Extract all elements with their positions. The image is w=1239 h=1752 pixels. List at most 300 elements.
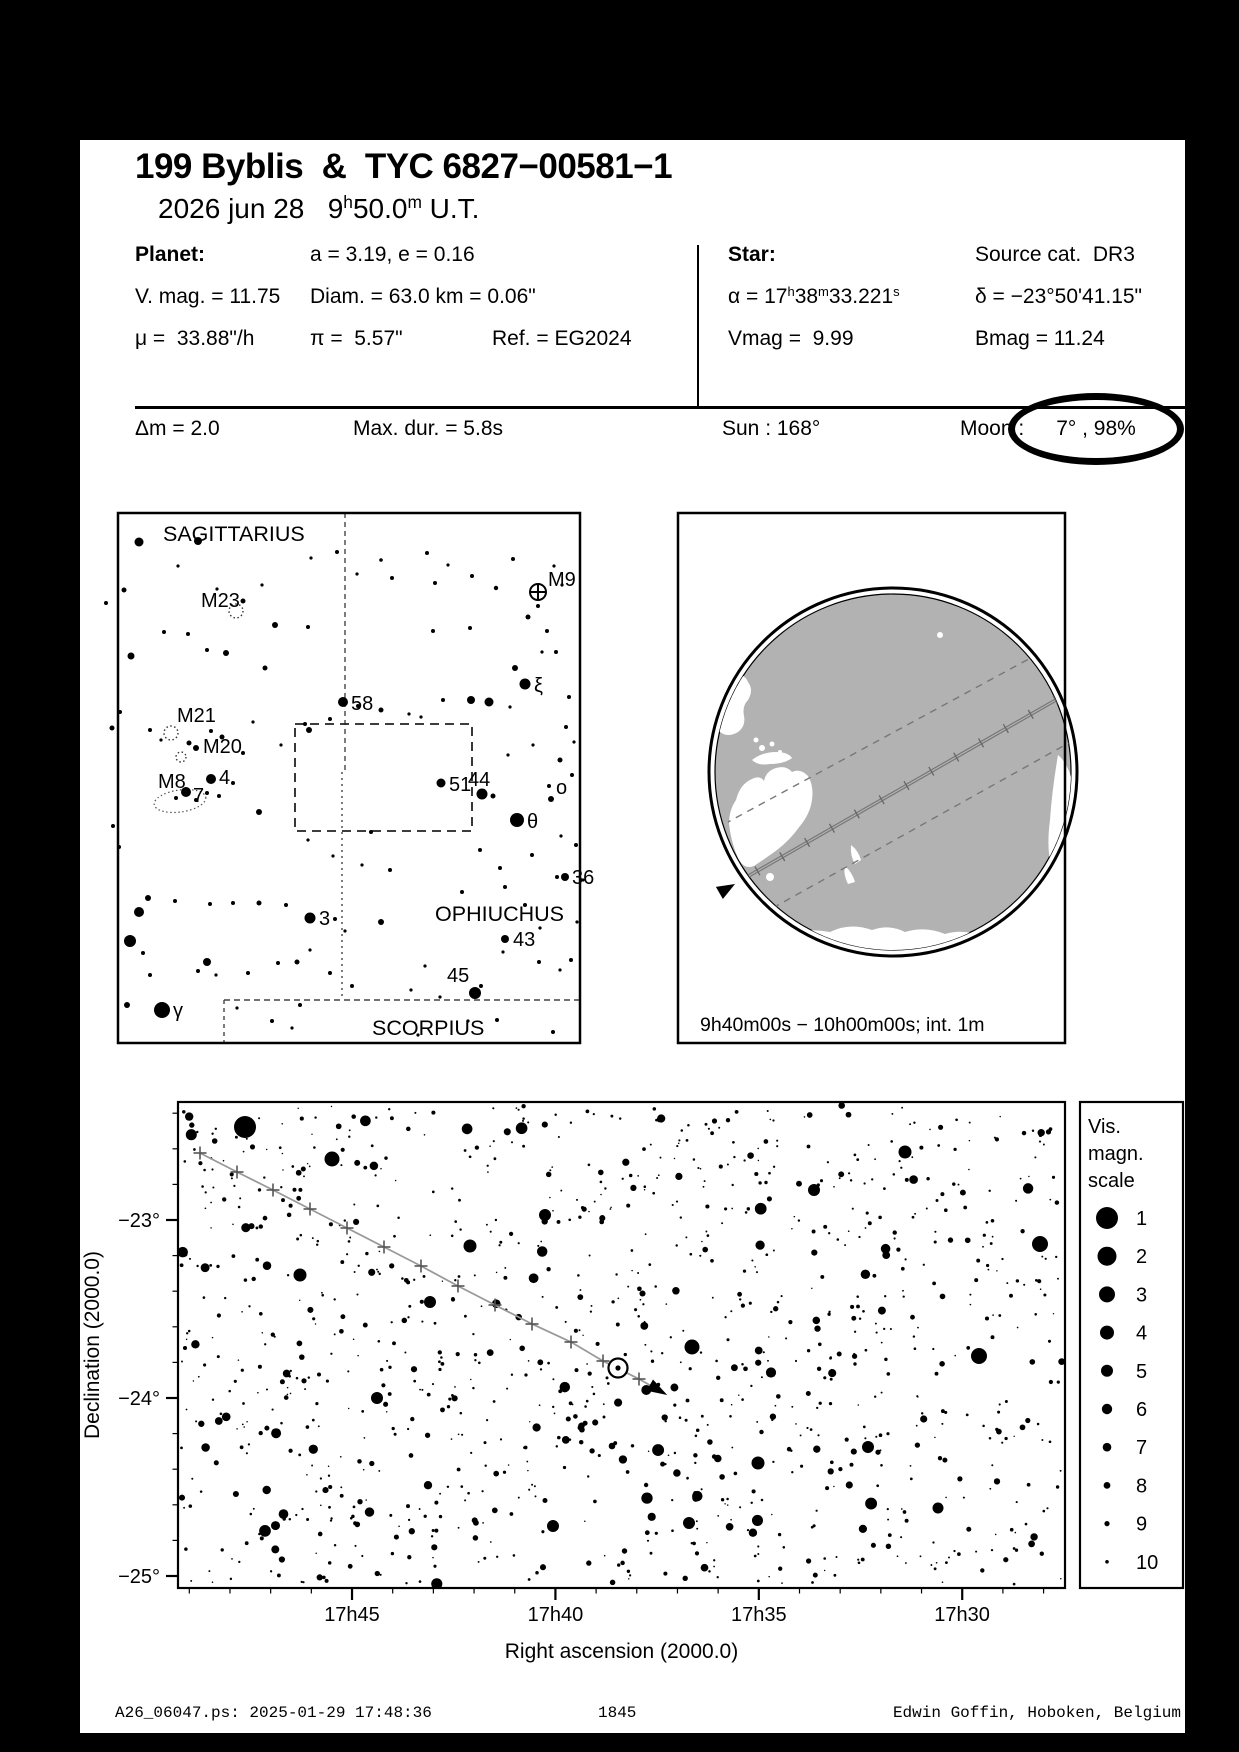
field-star <box>734 1472 738 1476</box>
field-star <box>356 1293 358 1295</box>
field-star <box>934 1437 936 1439</box>
field-star <box>754 1555 757 1558</box>
field-star <box>508 1464 510 1466</box>
field-star <box>376 1269 378 1271</box>
x-tick-label: 17h35 <box>730 1604 787 1626</box>
field-star <box>340 1486 342 1488</box>
field-star <box>563 1466 566 1469</box>
field-star <box>238 1206 241 1209</box>
star-dot <box>425 551 429 555</box>
field-star <box>604 1187 606 1189</box>
field-star <box>557 1220 561 1224</box>
field-star <box>300 1234 303 1237</box>
field-star <box>705 1231 707 1233</box>
field-star <box>574 1329 578 1333</box>
field-star <box>333 1298 335 1300</box>
field-star <box>660 1157 662 1159</box>
field-star <box>772 1461 774 1463</box>
field-star <box>871 1543 876 1548</box>
field-star <box>1034 1313 1037 1316</box>
star-dot <box>290 1026 293 1029</box>
field-star <box>858 1561 861 1564</box>
path-direction-arrow <box>716 884 735 899</box>
star-dot <box>419 715 422 718</box>
star-dot <box>531 743 534 746</box>
field-star <box>770 1311 772 1313</box>
field-star <box>1001 1442 1003 1444</box>
field-star <box>379 1251 381 1253</box>
field-star <box>839 1177 841 1179</box>
field-star <box>644 1185 647 1188</box>
field-star <box>472 1333 474 1335</box>
star-dot <box>159 738 162 741</box>
field-star <box>1057 1380 1060 1383</box>
field-star <box>461 1434 463 1436</box>
finder-label: 3 <box>319 908 331 930</box>
star-dot <box>479 984 483 988</box>
field-star <box>905 1519 909 1523</box>
field-star <box>617 1563 620 1566</box>
field-star <box>287 1274 289 1276</box>
field-star <box>431 1111 435 1115</box>
field-star <box>425 1433 430 1438</box>
finder-label: OPHIUCHUS <box>435 902 565 926</box>
field-star <box>969 1140 971 1142</box>
field-star <box>696 1528 698 1530</box>
field-star <box>321 1292 323 1294</box>
field-star <box>470 1379 471 1380</box>
finder-label: 43 <box>513 929 536 951</box>
field-star <box>287 1394 289 1396</box>
legend-title: Vis. <box>1088 1116 1121 1138</box>
field-star <box>189 1258 191 1260</box>
field-star <box>407 1555 411 1559</box>
field-star <box>923 1264 925 1266</box>
star-dot <box>257 901 262 906</box>
field-star <box>769 1119 771 1121</box>
field-star <box>239 1197 241 1199</box>
star-dot <box>379 708 384 713</box>
field-star <box>715 1360 718 1363</box>
field-star <box>941 1423 943 1425</box>
field-star <box>940 1192 944 1196</box>
field-star <box>454 1386 456 1388</box>
field-star <box>340 1314 345 1319</box>
star-dot <box>231 901 235 905</box>
legend-magnitude-dot <box>1104 1482 1111 1489</box>
field-star <box>317 1240 320 1243</box>
star-dot <box>206 774 216 784</box>
field-star <box>490 1541 492 1543</box>
field-star <box>434 1529 438 1533</box>
field-star <box>828 1232 830 1234</box>
field-star <box>1003 1557 1008 1562</box>
footer-author: Edwin Goffin, Hoboken, Belgium <box>892 1704 1181 1722</box>
field-star <box>552 1210 554 1212</box>
field-star <box>944 1208 948 1212</box>
field-star <box>376 1205 379 1208</box>
field-star <box>531 1484 533 1486</box>
field-star <box>599 1215 605 1221</box>
field-star <box>958 1184 960 1186</box>
field-star <box>280 1379 285 1384</box>
field-star <box>487 1349 494 1356</box>
field-star <box>413 1380 416 1383</box>
field-star <box>672 1287 680 1295</box>
field-star <box>929 1129 931 1131</box>
finder-label: o <box>556 777 568 799</box>
finder-label: 7 <box>193 785 205 807</box>
star-dot <box>162 630 166 634</box>
field-star <box>654 1285 657 1288</box>
field-star <box>626 1204 630 1208</box>
field-star <box>917 1327 919 1329</box>
field-star <box>1023 1284 1025 1286</box>
field-star <box>518 1497 520 1499</box>
field-star <box>290 1370 292 1372</box>
field-star <box>391 1321 393 1323</box>
field-star <box>627 1286 629 1288</box>
field-star <box>894 1237 896 1239</box>
field-star <box>1056 1485 1059 1488</box>
field-star <box>708 1128 710 1130</box>
field-star <box>258 1365 262 1369</box>
field-star <box>940 1294 946 1300</box>
field-star <box>186 1339 187 1340</box>
field-star <box>754 1266 756 1268</box>
field-star <box>691 1542 693 1544</box>
field-star <box>424 1515 427 1518</box>
field-star <box>661 1352 663 1354</box>
field-star <box>846 1112 852 1118</box>
field-star <box>603 1403 605 1405</box>
field-star <box>731 1364 738 1371</box>
field-star <box>886 1432 889 1435</box>
field-star <box>752 1489 756 1493</box>
field-star <box>914 1347 917 1350</box>
field-star <box>670 1384 678 1392</box>
field-star <box>905 1562 907 1564</box>
field-star <box>542 1296 544 1298</box>
field-star <box>866 1273 869 1276</box>
field-star <box>232 1254 236 1258</box>
field-star <box>260 1531 263 1534</box>
field-star <box>579 1440 583 1444</box>
field-star <box>806 1427 808 1429</box>
field-star <box>724 1207 727 1210</box>
field-star <box>729 1415 732 1418</box>
star-dot <box>148 728 152 732</box>
field-star <box>934 1240 937 1243</box>
field-star <box>611 1300 614 1303</box>
field-star <box>758 1181 761 1184</box>
field-star <box>938 1125 943 1130</box>
field-star <box>872 1274 876 1278</box>
field-star <box>1013 1583 1016 1586</box>
field-star <box>619 1117 621 1119</box>
y-tick-label: −24° <box>118 1388 160 1410</box>
field-star <box>830 1460 834 1464</box>
field-star <box>341 1148 345 1152</box>
field-star <box>982 1425 985 1428</box>
field-star <box>297 1108 298 1109</box>
field-star <box>217 1313 221 1317</box>
star-ra-s: s <box>893 283 900 299</box>
legend-magnitude-dot <box>1101 1365 1113 1377</box>
star-dot <box>460 890 464 894</box>
field-star <box>886 1372 890 1376</box>
field-star <box>828 1468 834 1474</box>
field-star <box>900 1167 902 1169</box>
field-star <box>589 1448 594 1453</box>
field-star <box>212 1186 214 1188</box>
star-dot <box>510 813 524 827</box>
field-star <box>600 1194 602 1196</box>
star-dot <box>104 601 108 605</box>
field-star <box>593 1500 597 1504</box>
field-star <box>999 1403 1001 1405</box>
field-star <box>965 1237 971 1243</box>
bright-star <box>464 1240 477 1253</box>
field-star <box>712 1118 717 1123</box>
star-dot <box>468 626 472 630</box>
legend-magnitude-label: 4 <box>1136 1322 1148 1345</box>
field-star <box>896 1247 900 1251</box>
star-dot <box>506 753 509 756</box>
finder-label: SAGITTARIUS <box>163 522 305 546</box>
field-star <box>864 1437 866 1439</box>
field-star <box>1015 1549 1018 1552</box>
star-dot <box>306 838 309 841</box>
planet-parallax: π = 5.57" <box>310 327 403 350</box>
field-star <box>824 1570 825 1571</box>
field-star <box>315 1402 318 1405</box>
field-star <box>735 1110 739 1114</box>
field-star <box>814 1317 816 1319</box>
field-star <box>486 1224 488 1226</box>
field-star <box>509 1232 513 1236</box>
field-star <box>798 1219 800 1221</box>
field-star <box>365 1507 374 1516</box>
field-star <box>759 1430 763 1434</box>
field-star <box>434 1322 437 1325</box>
star-section-label: Star: <box>728 243 776 266</box>
field-star <box>576 1199 578 1201</box>
hour-superscript: h <box>343 192 353 213</box>
field-star <box>487 1171 489 1173</box>
field-star <box>543 1498 548 1503</box>
field-star <box>662 1414 668 1420</box>
field-star <box>250 1513 253 1516</box>
field-star <box>765 1253 768 1256</box>
field-star <box>289 1518 291 1520</box>
field-star <box>541 1530 544 1533</box>
field-star <box>394 1535 399 1540</box>
field-star <box>670 1336 672 1338</box>
legend-magnitude-label: 5 <box>1136 1360 1148 1383</box>
field-star <box>806 1391 811 1396</box>
field-star <box>579 1289 581 1291</box>
field-star <box>631 1270 632 1271</box>
field-star <box>731 1208 733 1210</box>
field-star <box>655 1119 658 1122</box>
field-star <box>330 1517 332 1519</box>
field-star <box>432 1383 434 1385</box>
planet-reference: Ref. = EG2024 <box>492 327 632 350</box>
field-star <box>1055 1200 1059 1204</box>
field-star <box>854 1154 857 1157</box>
field-star <box>761 1499 764 1502</box>
field-star <box>588 1371 592 1375</box>
moon-label: Moon : <box>960 417 1025 440</box>
field-star <box>203 1169 206 1172</box>
field-star <box>440 1407 445 1412</box>
field-star <box>328 1485 332 1489</box>
field-star <box>357 1355 359 1357</box>
field-star <box>820 1275 824 1279</box>
finder-label: 58 <box>351 693 374 715</box>
star-dot <box>423 964 426 967</box>
field-star <box>555 1306 558 1309</box>
field-star <box>318 1425 320 1427</box>
field-star <box>470 1452 472 1454</box>
field-star <box>893 1230 897 1234</box>
field-star <box>527 1470 528 1471</box>
field-star <box>678 1139 680 1141</box>
field-star <box>903 1295 905 1297</box>
field-star <box>304 1388 306 1390</box>
field-star <box>850 1463 854 1467</box>
field-star <box>909 1123 911 1125</box>
field-star <box>378 1340 381 1343</box>
star-dot <box>501 950 504 953</box>
minute-superscript: m <box>407 192 422 213</box>
star-source-catalog: Source cat. DR3 <box>975 243 1135 266</box>
field-star <box>388 1366 391 1369</box>
field-star <box>451 1187 453 1189</box>
legend-title: scale <box>1088 1170 1135 1192</box>
planet-mu: μ = 33.88"/h <box>135 327 255 350</box>
field-star <box>865 1498 877 1510</box>
star-dot <box>555 875 559 879</box>
field-star <box>339 1329 344 1334</box>
field-star <box>1040 1552 1044 1556</box>
legend-magnitude-label: 7 <box>1136 1437 1148 1460</box>
field-star <box>990 1242 993 1245</box>
x-axis-title: Right ascension (2000.0) <box>504 1640 739 1663</box>
field-star <box>976 1259 980 1263</box>
field-star <box>493 1471 499 1477</box>
field-star <box>800 1434 802 1436</box>
field-star <box>900 1536 902 1538</box>
field-star <box>212 1581 214 1583</box>
star-dot <box>205 648 209 652</box>
field-star <box>733 1156 735 1158</box>
field-star <box>432 1529 435 1532</box>
finder-label: 44 <box>468 769 491 791</box>
field-star <box>549 1169 551 1171</box>
field-star <box>761 1376 763 1378</box>
field-star <box>883 1328 885 1330</box>
field-star <box>763 1351 765 1353</box>
field-star <box>692 1495 699 1502</box>
star-dot <box>173 899 177 903</box>
field-star <box>288 1375 291 1378</box>
star-dot <box>306 727 312 733</box>
field-star <box>457 1468 461 1472</box>
field-star <box>804 1116 806 1118</box>
field-star <box>586 1363 588 1365</box>
field-star <box>838 1467 842 1471</box>
field-star <box>994 1137 996 1139</box>
bright-star <box>325 1152 340 1167</box>
field-star <box>358 1265 360 1267</box>
field-star <box>516 1107 518 1109</box>
field-star <box>189 1504 193 1508</box>
star-vmag: Vmag = 9.99 <box>728 327 854 350</box>
field-star <box>201 1263 210 1272</box>
field-star <box>582 1207 587 1212</box>
star-dot <box>572 740 575 743</box>
bright-star <box>234 1116 256 1138</box>
field-star <box>726 1118 730 1122</box>
star-dot <box>217 794 221 798</box>
field-star <box>987 1269 989 1271</box>
field-star <box>846 1481 853 1488</box>
field-star <box>1034 1156 1036 1158</box>
island-shape <box>759 745 765 751</box>
field-star <box>591 1305 593 1307</box>
legend-magnitude-label: 2 <box>1136 1246 1148 1269</box>
finder-label: θ <box>527 811 539 833</box>
field-star <box>205 1191 207 1193</box>
field-star <box>334 1544 336 1546</box>
field-star <box>472 1387 474 1389</box>
field-star <box>357 1459 362 1464</box>
finder-label: M20 <box>203 736 242 758</box>
field-star <box>348 1564 353 1569</box>
field-star <box>216 1265 219 1268</box>
star-dot <box>431 629 435 633</box>
field-star <box>678 1143 680 1145</box>
field-star <box>322 1487 328 1493</box>
star-dot <box>308 948 311 951</box>
event-datetime <box>158 194 479 225</box>
field-star <box>298 1453 301 1456</box>
field-star <box>264 1343 266 1345</box>
field-star <box>506 1388 508 1390</box>
star-dot <box>545 629 549 633</box>
field-star <box>732 1141 735 1144</box>
star-dot <box>350 984 354 988</box>
star-dot <box>388 868 392 872</box>
field-star <box>438 1350 442 1354</box>
field-star <box>246 1421 248 1423</box>
field-star <box>1035 1279 1038 1282</box>
field-star <box>546 1172 551 1177</box>
field-star <box>731 1447 733 1449</box>
field-star <box>518 1242 520 1244</box>
field-star <box>686 1477 689 1480</box>
legend-magnitude-dot <box>1100 1326 1114 1340</box>
field-star <box>299 1354 305 1360</box>
field-star <box>250 1144 255 1149</box>
field-star <box>675 1244 677 1246</box>
star-dot <box>111 824 115 828</box>
field-star <box>776 1145 778 1147</box>
field-star <box>848 1230 850 1232</box>
finder-label: 45 <box>447 965 470 987</box>
